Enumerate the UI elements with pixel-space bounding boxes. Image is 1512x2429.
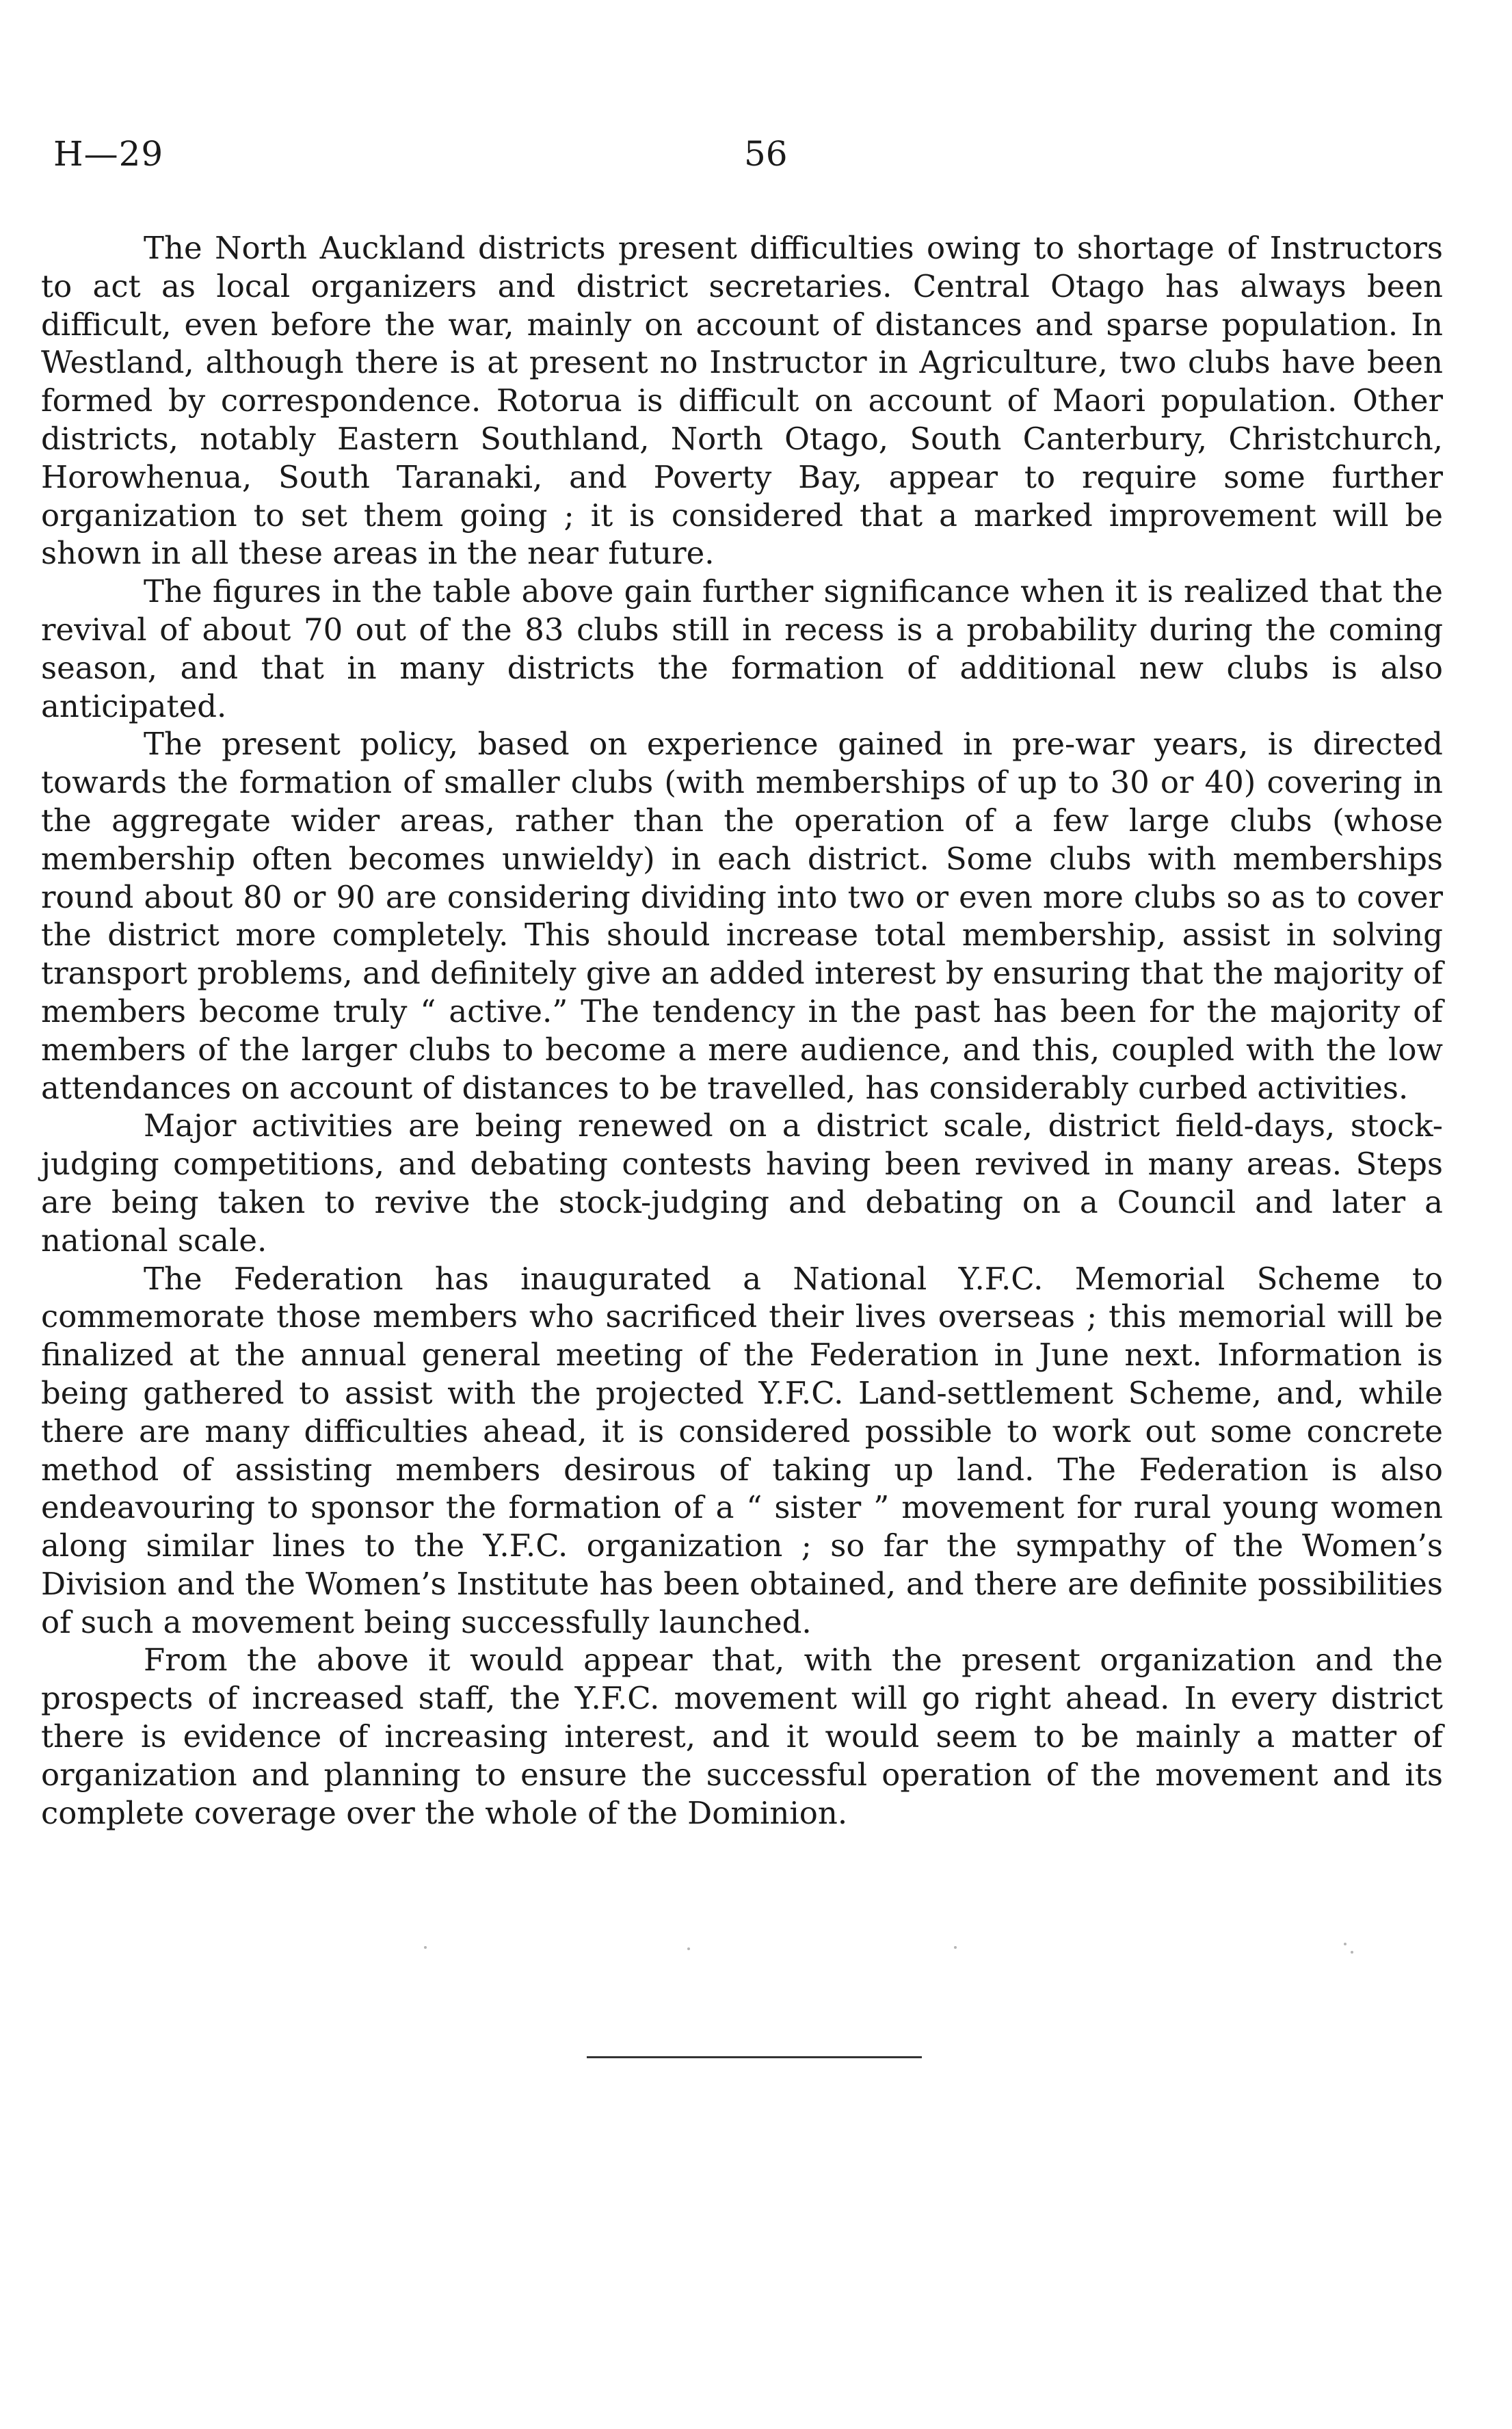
scan-speck (1351, 1951, 1353, 1954)
paragraph: The North Auckland districts present difficulties owing to shortage of Instructors to act as local organizers and district secretaries. Central Otago has always been difficult, even before the war, mainly on account of distances and sparse population. In Westland, although there is at present no Instructor in Agriculture, two clubs have been formed by correspondence. Rotorua is difficult on account of Maori population. Other districts, notably Eastern Southland, North Otago, South Canterbury, Christchurch, Horowhenua, South Taranaki, and Poverty Bay, appear to require some further organization to set them going ; it is considered that a marked improvement will be shown in all these areas in the near future. (41, 230, 1443, 572)
body-text (41, 229, 1443, 1832)
end-rule (587, 2056, 922, 2058)
paragraph: Major activities are being renewed on a district scale, district field-days, stock-judging competitions, and debating contests having been revived in many areas. Steps are being taken to revive the stock-judging and debating on a Council and later a national scale. (41, 1107, 1443, 1259)
page-number: 56 (744, 134, 788, 174)
scan-speck (954, 1946, 957, 1949)
paragraph: The figures in the table above gain further significance when it is realized that the revival of about 70 out of the 83 clubs still in recess is a probability during the coming season, and that in many districts the formation of additional new clubs is also anticipated. (41, 573, 1443, 724)
scan-speck (1344, 1943, 1347, 1945)
paragraph: The Federation has inaugurated a National Y.F.C. Memorial Scheme to commemorate those members who sacrificed their lives overseas ; this memorial will be finalized at the annual general meeting of the Federation in June next. Information is being gathered to assist with the projected Y.F.C. Land-settlement Scheme, and, while there are many difficulties ahead, it is considered possible to work out some concrete method of assisting members desirous of taking up land. The Federation is also endeavouring to sponsor the formation of a “ sister ” movement for rural young women along similar lines to the Y.F.C. organization ; so far the sympathy of the Women’s Division and the Women’s Institute has been obtained, and there are definite possibilities of such a movement being successfully launched. (41, 1260, 1443, 1640)
scan-speck (687, 1947, 690, 1950)
scan-speck (424, 1946, 427, 1949)
paragraph: From the above it would appear that, with the present organization and the prospects of increased staff, the Y.F.C. movement will go right ahead. In every district there is evidence of increasing interest, and it would seem to be mainly a matter of organization and planning to ensure the successful operation of the movement and its complete coverage over the whole of the Dominion. (41, 1642, 1443, 1831)
paragraph: The present policy, based on experience gained in pre-war years, is directed towards the formation of smaller clubs (with memberships of up to 30 or 40) covering in the aggregate wider areas, rather than the operation of a few large clubs (whose membership often becomes unwieldy) in each district. Some clubs with memberships round about 80 or 90 are considering dividing into two or even more clubs so as to cover the district more completely. This should increase total membership, assist in solving transport problems, and definitely give an added interest by ensuring that the majority of members become truly “ active.” The tendency in the past has been for the majority of members of the larger clubs to become a mere audience, and this, coupled with the low attendances on account of distances to be travelled, has considerably curbed activities. (41, 726, 1443, 1106)
page-reference: H—29 (53, 134, 164, 174)
